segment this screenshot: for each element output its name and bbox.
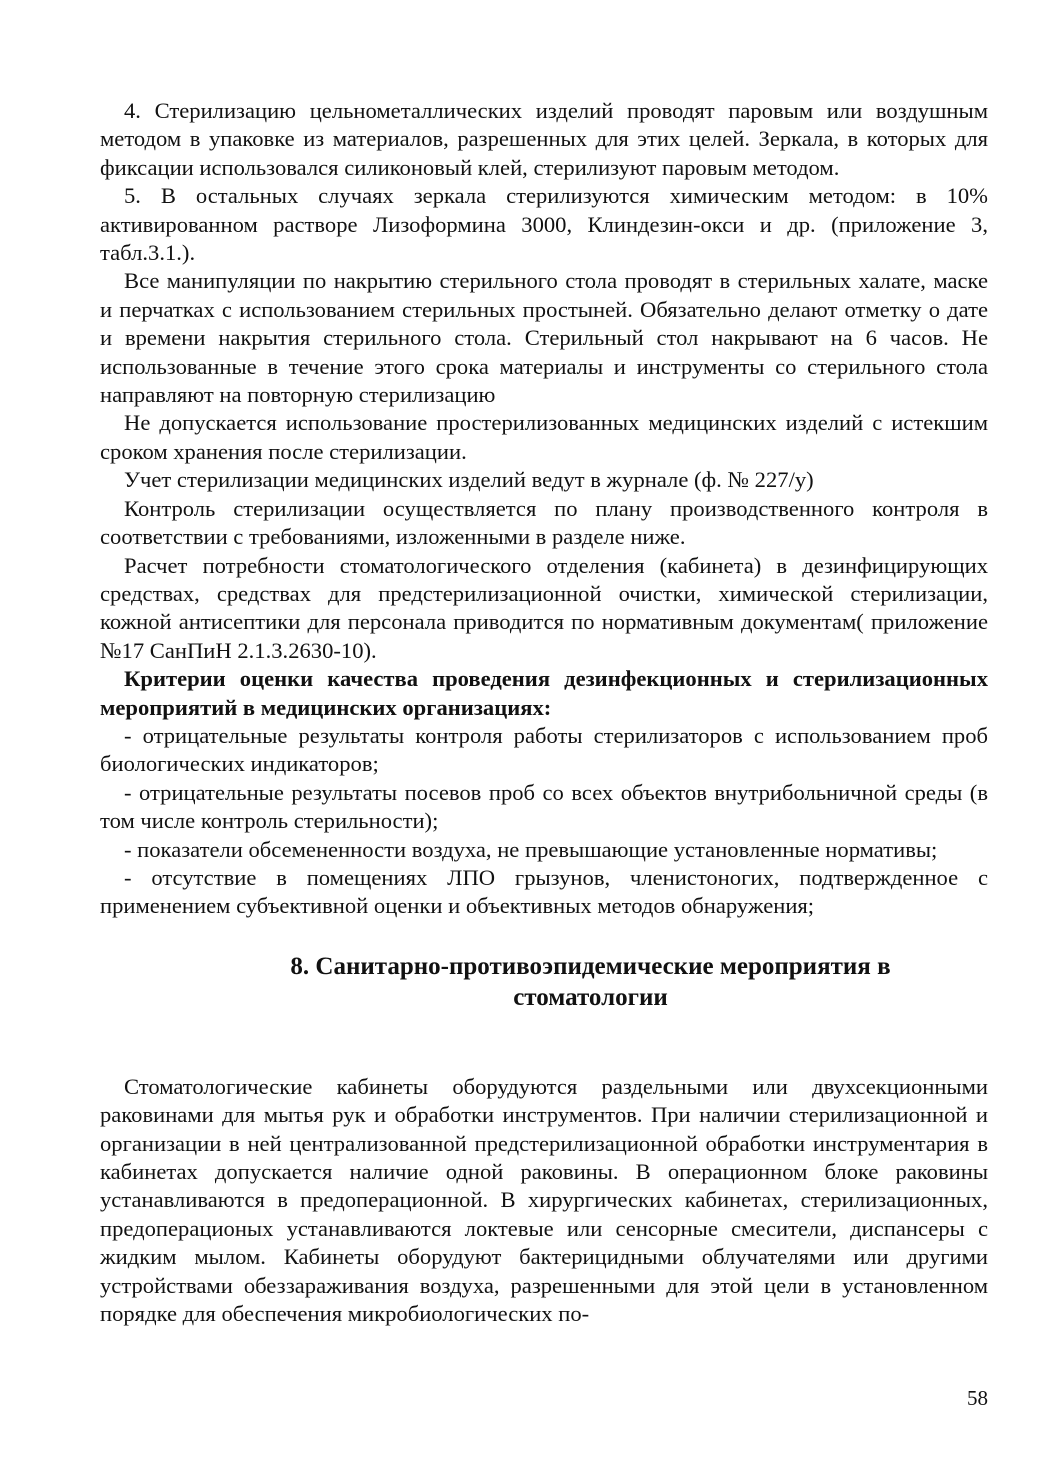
section-paragraph: Стоматологические кабинеты оборудуются раздельными или двухсекционными раковинами для мытья рук и обработки инструментов. При наличии стерилизационной и организации в ней централизованной предстерилизационной обработки инструментария в кабинетах допускается наличие одной раковины. В операционном блоке раковины устанавливаются в предоперационной. В хирургических кабинетах, стерилизационных, предоперационых устанавливаются локтевые или сенсорные смесители, диспансеры с жидким мылом. Кабинеты оборудуют бактерицидными облучателями или другими устройствами обеззараживания воздуха, разрешенными для этой цели в установленном порядке для обеспечения микробиологических по- [100, 1073, 988, 1327]
page-number: 58 [967, 1386, 988, 1410]
paragraph-control: Контроль стерилизации осуществляется по плану производственного контроля в соответствии с требованиями, изложенными в разделе ниже. [100, 495, 988, 550]
paragraph-expired-items: Не допускается использование простерилизованных медицинских изделий с истекшим сроком хранения после стерилизации. [100, 410, 988, 464]
paragraph-sterile-table: Все манипуляции по накрытию стерильного стола проводят в стерильных халате, маске и перчатках с использованием стерильных простыней. Обязательно делают отметку о дате и времени накрытия стерильного стола. Стерильный стол накрывают на 6 часов. Не использованные в течение этого срока материалы и инструменты со стерильного стола направляют на повторную стерилизацию [100, 268, 988, 408]
criteria-item: - отрицательные результаты контроля работы стерилизаторов с использованием проб биологических индикаторов; [100, 722, 988, 777]
section-title [100, 951, 988, 1013]
criteria-heading: Критерии оценки качества проведения дезинфекционных и стерилизационных мероприятий в медицинских организациях: [100, 666, 988, 720]
paragraph-item-4: 4. Стерилизацию цельнометаллических изделий проводят паровым или воздушным методом в упаковке из материалов, разрешенных для этих целей. Зеркала, в которых для фиксации использовался силиконовый клей, стерилизуют паровым методом. [100, 98, 988, 180]
section-title-line-2: стоматологии [513, 983, 668, 1011]
page-body [100, 97, 988, 1328]
section-title-line-1: 8. Санитарно-противоэпидемические мероприятия в [290, 952, 891, 980]
paragraph-journal: Учет стерилизации медицинских изделий ведут в журнале (ф. № 227/у) [124, 467, 814, 493]
criteria-item: - отрицательные результаты посевов проб со всех объектов внутрибольничной среды (в том числе контроль стерильности); [100, 779, 988, 834]
paragraph-item-5: 5. В остальных случаях зеркала стерилизуются химическим методом: в 10% активированном растворе Лизоформина 3000, Клиндезин-окси и др. (приложение 3, табл.3.1.). [100, 183, 988, 266]
criteria-item: - отсутствие в помещениях ЛПО грызунов, членистоногих, подтвержденное с применением субъективной оценки и объективных методов обнаружения; [100, 864, 988, 919]
paragraph-calculation: Расчет потребности стоматологического отделения (кабинета) в дезинфицирующих средствах, средствах для предстерилизационной очистки, химической стерилизации, кожной антисептики для персонала приводится по нормативным документам( приложение №17 СанПиН 2.1.3.2630-10). [100, 552, 988, 663]
criteria-item: - показатели обсемененности воздуха, не превышающие установленные нормативы; [124, 836, 938, 862]
